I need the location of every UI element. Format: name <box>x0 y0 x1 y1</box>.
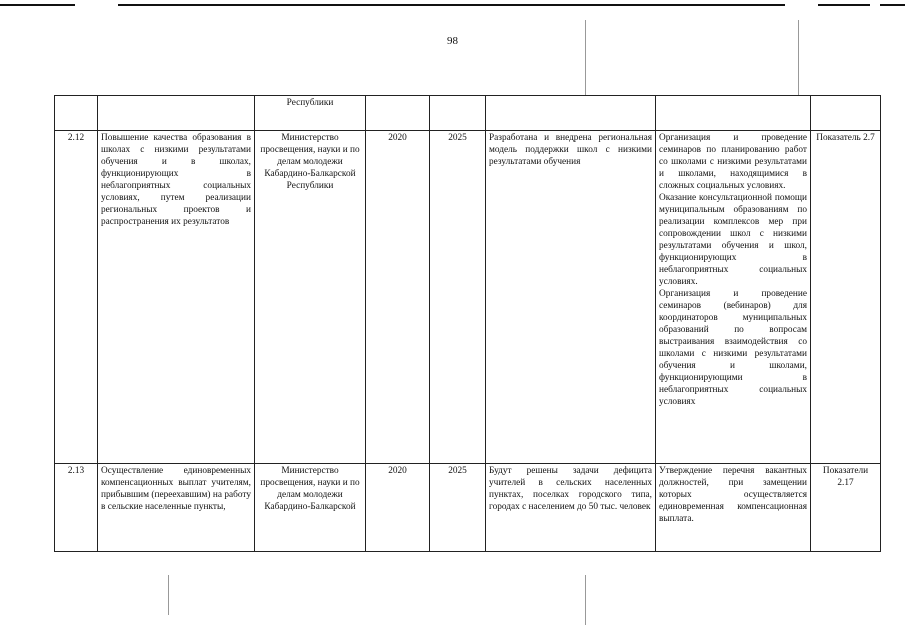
activity-item: Утверждение перечня вакантных должностей, при замещении которых осуществляется единовременная компенсационная выплата. <box>659 466 807 524</box>
indicator <box>811 96 881 131</box>
row-number: 2.13 <box>55 464 98 552</box>
top-rule-left <box>0 4 75 6</box>
responsible-org: Министерство просвещения, науки и по делам молодежи Кабардино-Балкарской Республики <box>255 131 366 464</box>
scan-mark <box>585 20 586 95</box>
expected-result <box>486 96 656 131</box>
start-year: 2020 <box>366 464 430 552</box>
row-number: 2.12 <box>55 131 98 464</box>
indicator: Показатели 2.17 <box>811 464 881 552</box>
page-number: 98 <box>447 35 458 47</box>
row-number <box>55 96 98 131</box>
expected-result: Будут решены задачи дефицита учителей в сельских населенных пунктах, поселках городского типа, городах с населением до 50 тыс. человек <box>486 464 656 552</box>
measure-name: Повышение качества образования в школах с низкими результатами обучения и в школах, функционирующих в неблагоприятных социальных условиях, путем реализации региональных проектов и распространения их результатов <box>98 131 255 464</box>
scan-mark <box>798 20 799 95</box>
activities-cell <box>656 131 811 464</box>
end-year: 2025 <box>430 464 486 552</box>
start-year: 2020 <box>366 131 430 464</box>
table-row <box>55 464 881 552</box>
start-year <box>366 96 430 131</box>
expected-result: Разработана и внедрена региональная модель поддержки школ с низкими результатами обучения <box>486 131 656 464</box>
end-year: 2025 <box>430 131 486 464</box>
activity-item: Организация и проведение семинаров по планированию работ со школами с низкими результатами и школами, находящимися в сложных социальных условиях. <box>659 133 807 191</box>
top-rule-main <box>118 4 785 6</box>
scan-mark <box>585 575 586 625</box>
top-rule-right-b <box>880 4 905 6</box>
activities-cell <box>656 96 811 131</box>
top-rule-right-a <box>818 4 870 6</box>
table-row <box>55 131 881 464</box>
measure-name: Осуществление единовременных компенсационных выплат учителям, прибывшим (переехавшим) на работу в сельские населенные пункты, <box>98 464 255 552</box>
scan-mark <box>168 575 169 615</box>
end-year <box>430 96 486 131</box>
table-row <box>55 96 881 131</box>
activity-item: Организация и проведение семинаров (вебинаров) для координаторов муниципальных образований по вопросам выстраивания взаимодействия со школами с низкими результатами обучения и школами, функционирующими в неблагоприятных социальных условиях <box>659 289 807 407</box>
measure-name <box>98 96 255 131</box>
responsible-org: Министерство просвещения, науки и по делам молодежи Кабардино-Балкарской <box>255 464 366 552</box>
activity-item: Оказание консультационной помощи муниципальным образованиям по реализации комплексов мер при сопровождении школ с низкими результатами обучения и школ, функционирующих в неблагоприятных социальных условиях. <box>659 193 807 287</box>
program-table <box>54 95 881 552</box>
indicator: Показатель 2.7 <box>811 131 881 464</box>
activities-cell <box>656 464 811 552</box>
responsible-org: Республики <box>255 96 366 131</box>
